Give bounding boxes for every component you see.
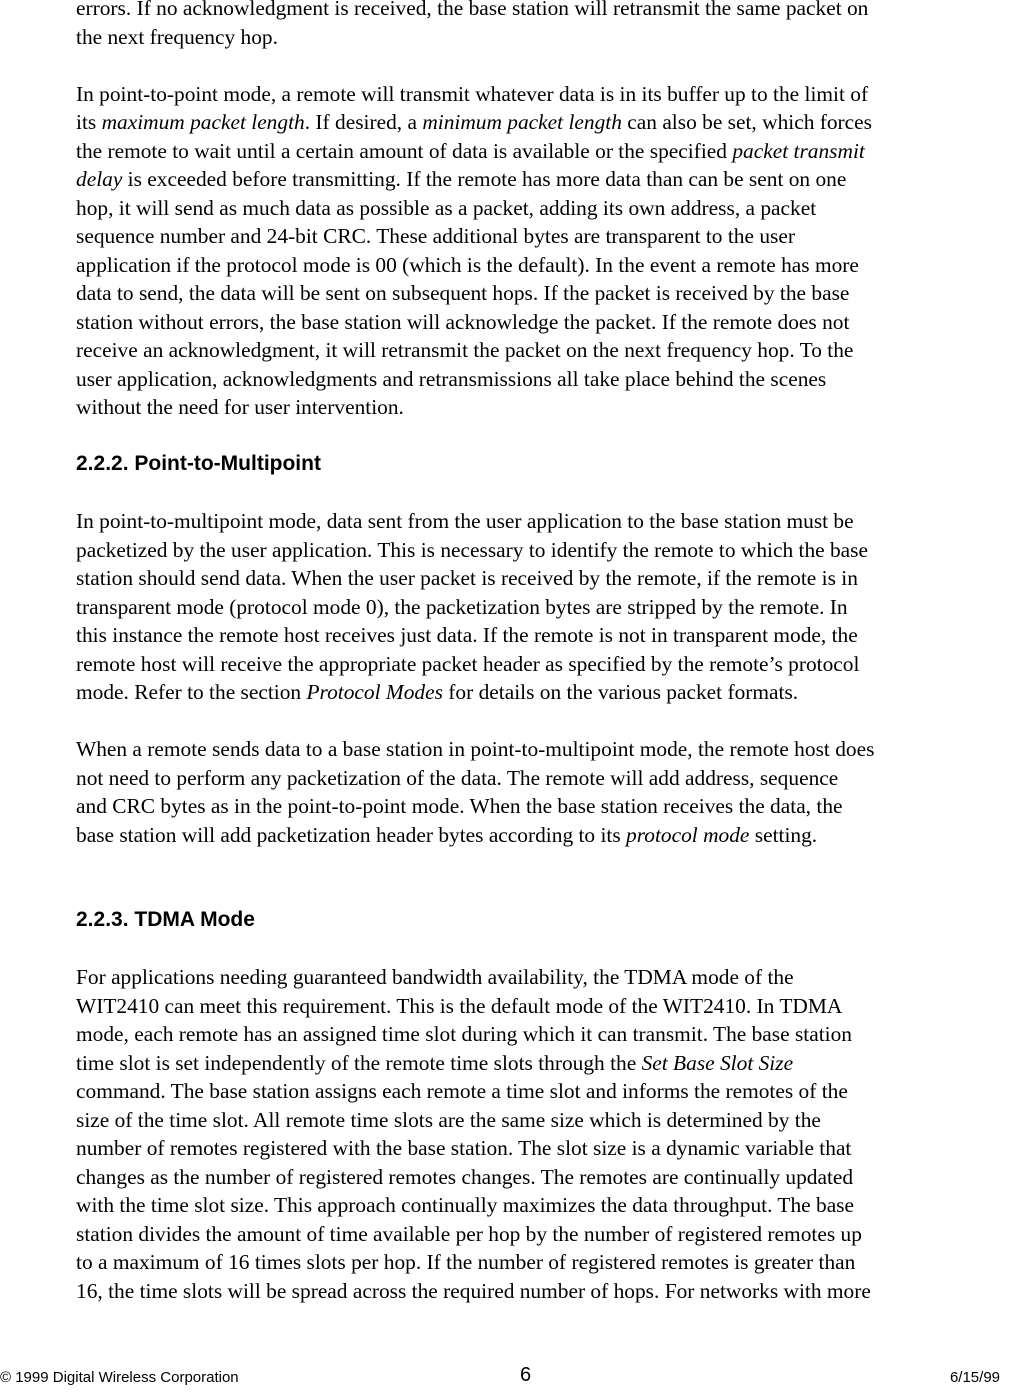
paragraph-point-to-multipoint-2 xyxy=(76,735,1010,849)
text-line: user application, acknowledgments and retransmissions all take place behind the scenes xyxy=(76,366,827,391)
text-line: sequence number and 24-bit CRC. These additional bytes are transparent to the user xyxy=(76,224,795,248)
text-line: data to send, the data will be sent on subsequent hops. If the packet is received by the base xyxy=(76,281,850,305)
text-line: time slot is set independently of the remote time slots through the Set Base Slot Size xyxy=(76,1050,794,1075)
text-line: the remote to wait until a certain amount of data is available or the specified packet transmit xyxy=(76,138,865,163)
text-line: transparent mode (protocol mode 0), the packetization bytes are stripped by the remote. In xyxy=(76,594,848,619)
text-line: station without errors, the base station will acknowledge the packet. If the remote does not xyxy=(76,309,850,334)
paragraph-tdma xyxy=(76,963,1010,1305)
section-heading-tdma-mode: 2.2.3. TDMA Mode xyxy=(76,908,255,931)
text-line: with the time slot size. This approach continually maximizes the data throughput. The base xyxy=(76,1193,855,1217)
text-line: errors. If no acknowledgment is received, the base station will retransmit the same packet on xyxy=(76,0,869,20)
paragraph-point-to-point xyxy=(76,80,1010,422)
term-delay: delay xyxy=(76,167,123,191)
text-line: hop, it will send as much data as possible as a packet, adding its own address, a packet xyxy=(76,195,817,220)
text-line: For applications needing guaranteed bandwidth availability, the TDMA mode of the xyxy=(76,965,794,989)
text-line: delay is exceeded before transmitting. If the remote has more data than can be sent on one xyxy=(76,167,847,191)
text-line: mode. Refer to the section Protocol Modes for details on the various packet formats. xyxy=(76,680,799,704)
term-set-base-slot-size: Set Base Slot Size xyxy=(641,1050,794,1075)
term-protocol-mode: protocol mode xyxy=(626,822,750,847)
text-line: its maximum packet length. If desired, a minimum packet length can also be set, which forces xyxy=(76,110,872,134)
text-line: the next frequency hop. xyxy=(76,24,278,49)
text-line: station should send data. When the user packet is received by the remote, if the remote is in xyxy=(76,566,858,590)
text-line: to a maximum of 16 times slots per hop. If the number of registered remotes is greater than xyxy=(76,1250,856,1274)
text-line: and CRC bytes as in the point-to-point mode. When the base station receives the data, the xyxy=(76,794,843,818)
text-line: station divides the amount of time available per hop by the number of registered remotes up xyxy=(76,1221,862,1246)
text-line: When a remote sends data to a base station in point-to-multipoint mode, the remote host does xyxy=(76,737,875,761)
section-heading-point-to-multipoint: 2.2.2. Point-to-Multipoint xyxy=(76,452,321,475)
text-line: In point-to-multipoint mode, data sent from the user application to the base station must be xyxy=(76,509,854,533)
text-line: WIT2410 can meet this requirement. This is the default mode of the WIT2410. In TDMA xyxy=(76,993,843,1018)
text-line: receive an acknowledgment, it will retransmit the packet on the next frequency hop. To the xyxy=(76,338,854,362)
text-line: 16, the time slots will be spread across the required number of hops. For networks with more xyxy=(76,1278,871,1303)
text-line: base station will add packetization header bytes according to its protocol mode setting. xyxy=(76,822,818,847)
text-line: size of the time slot. All remote time slots are the same size which is determined by the xyxy=(76,1107,821,1132)
term-minimum-packet-length: minimum packet length xyxy=(422,110,622,134)
text-line: mode, each remote has an assigned time slot during which it can transmit. The base station xyxy=(76,1022,853,1046)
text-line: In point-to-point mode, a remote will transmit whatever data is in its buffer up to the limit of xyxy=(76,81,869,106)
text-line: this instance the remote host receives just data. If the remote is not in transparent mode, the xyxy=(76,623,858,647)
term-protocol-modes: Protocol Modes xyxy=(306,680,443,704)
body-text xyxy=(76,0,1010,1305)
footer-copyright: © 1999 Digital Wireless Corporation xyxy=(0,1369,239,1386)
paragraph-point-to-multipoint-1 xyxy=(76,507,1010,707)
text-line: command. The base station assigns each remote a time slot and informs the remotes of the xyxy=(76,1079,848,1103)
term-packet-transmit: packet transmit xyxy=(732,138,865,163)
footer-page-number: 6 xyxy=(520,1364,532,1386)
term-maximum-packet-length: maximum packet length xyxy=(101,110,305,134)
text-line: number of remotes registered with the base station. The slot size is a dynamic variable that xyxy=(76,1136,852,1160)
footer-date: 6/15/99 xyxy=(949,1369,1000,1386)
text-line: packetized by the user application. This is necessary to identify the remote to which the base xyxy=(76,537,868,562)
text-line: changes as the number of registered remotes changes. The remotes are continually updated xyxy=(76,1164,854,1189)
text-line: remote host will receive the appropriate packet header as specified by the remote’s protocol xyxy=(76,651,860,676)
page-footer xyxy=(0,1362,1010,1392)
text-line: without the need for user intervention. xyxy=(76,395,404,419)
text-line: application if the protocol mode is 00 (which is the default). In the event a remote has more xyxy=(76,252,859,277)
paragraph-intro xyxy=(76,0,1010,51)
text-line: not need to perform any packetization of the data. The remote will add address, sequence xyxy=(76,765,839,790)
